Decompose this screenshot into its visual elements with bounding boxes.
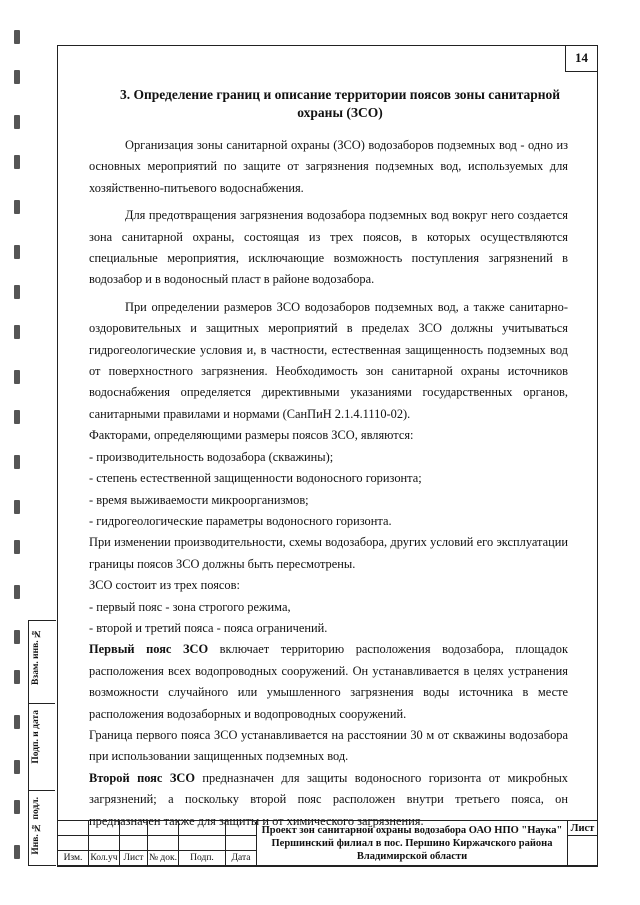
stamp-title-line: Першинский филиал в пос. Першино Киржачского района: [271, 837, 553, 849]
binding-hole-mark: [14, 540, 20, 554]
paragraph-text: предназначен для защиты водоносного горизонта от микробных загрязнений; а поскольку второй пояс расположен внутри третьего пояса, он предназначен также для защиты и от химического загрязнения.: [89, 770, 568, 828]
binding-hole-mark: [14, 245, 20, 259]
binding-hole-mark: [14, 115, 20, 129]
binding-hole-mark: [14, 760, 20, 774]
paragraph: Граница первого пояса ЗСО устанавливается на расстоянии 30 м от скважины водозабора при использовании защищенных подземных вод.: [89, 727, 568, 764]
section-title: [100, 86, 580, 122]
binding-hole-mark: [14, 410, 20, 424]
paragraph: [89, 639, 568, 725]
document-body: [89, 135, 568, 832]
factors-intro: Факторами, определяющими размеры поясов ЗСО, являются:: [89, 428, 414, 443]
list-item: - производительность водозабора (скважины);: [89, 449, 334, 464]
binding-hole-mark: [14, 370, 20, 384]
stamp-title-line: Проект зон санитарной охраны водозабора ОАО НПО "Наука": [261, 824, 563, 836]
binding-hole-mark: [14, 325, 20, 339]
stamp-header: № док.: [148, 851, 179, 866]
stamp-header: Лист: [120, 851, 148, 866]
binding-hole-mark: [14, 715, 20, 729]
binding-hole-mark: [14, 70, 20, 84]
paragraph: При изменении производительности, схемы водозабора, других условий его эксплуатации границы поясов ЗСО должны быть пересмотрены.: [89, 535, 568, 571]
binding-hole-mark: [14, 500, 20, 514]
stamp-header: Изм.: [58, 851, 89, 866]
binding-hole-mark: [14, 845, 20, 859]
stamp-header: Кол.уч: [89, 851, 120, 866]
section-title-line: 3. Определение границ и описание территории поясов зоны санитарной: [119, 87, 561, 102]
sheet-label: Лист: [568, 821, 598, 836]
side-label-original-inv: Инв. № подл.: [31, 797, 41, 855]
side-label-signature-date: Подп. и дата: [31, 710, 41, 764]
side-label-replacement-inv: Взам. инв. №: [31, 628, 41, 685]
side-stamp-divider: [28, 703, 55, 704]
list-item: - время выживаемости микроорганизмов;: [89, 492, 309, 507]
binding-hole-mark: [14, 585, 20, 599]
paragraph-text: включает территорию расположения водозабора, площадок расположения всех водопроводных сооружений. Он устанавливается в целях устранения возможности случайного или умышленного загрязнения воды источника в месте расположения водозаборных и водопроводных сооружений.: [89, 642, 568, 721]
list-item: - второй и третий пояса - пояса ограничений.: [89, 620, 328, 635]
binding-hole-mark: [14, 155, 20, 169]
belts-intro: ЗСО состоит из трех поясов:: [89, 578, 240, 593]
binding-hole-mark: [14, 30, 20, 44]
binding-hole-mark: [14, 285, 20, 299]
list-item: - первый пояс - зона строгого режима,: [89, 599, 291, 614]
stamp-title-line: Владимирской области: [356, 850, 468, 862]
stamp-header: Дата: [226, 851, 257, 866]
title-block: [57, 820, 598, 866]
binding-hole-mark: [14, 630, 20, 644]
paragraph: При определении размеров ЗСО водозаборов подземных вод, а также санитарно-оздоровительных и защитных мероприятий в пределах ЗСО должны учитываться гидрогеологические условия и, в частности, естественная защищенность подземных вод от поверхностного загрязнения. Необходимость зон санитарной охраны источников водоснабжения определяется директивными указаниями государственных органов, санитарными правилами и нормами (СанПиН 2.1.4.1110-02).: [89, 299, 568, 421]
paragraph: Организация зоны санитарной охраны (ЗСО) водозаборов подземных вод - одно из основных мероприятий по защите от загрязнения подземных вод, используемых для хозяйственно-питьевого водоснабжения.: [89, 138, 568, 195]
stamp-header: Подп.: [179, 851, 226, 866]
binding-hole-mark: [14, 455, 20, 469]
binding-hole-mark: [14, 200, 20, 214]
paragraph: Для предотвращения загрязнения водозабора подземных вод вокруг него создается зона санитарной охраны, состоящая из трех поясов, в которых осуществляются специальные мероприятия, исключающие возможность поступления загрязнений в водозабор и в водоносный пласт в районе водозабора.: [89, 208, 568, 287]
bold-term: Второй пояс ЗСО: [89, 770, 195, 785]
stamp-title: [257, 821, 568, 866]
binding-hole-mark: [14, 670, 20, 684]
bold-term: Первый пояс ЗСО: [89, 642, 209, 657]
binding-hole-mark: [14, 800, 20, 814]
list-item: - гидрогеологические параметры водоносного горизонта.: [89, 513, 392, 528]
side-stamp-divider: [28, 790, 55, 791]
binding-margin: [0, 0, 55, 905]
list-item: - степень естественной защищенности водоносного горизонта;: [89, 471, 422, 486]
section-title-line: охраны (ЗСО): [297, 105, 383, 120]
page-number: 14: [565, 45, 597, 72]
